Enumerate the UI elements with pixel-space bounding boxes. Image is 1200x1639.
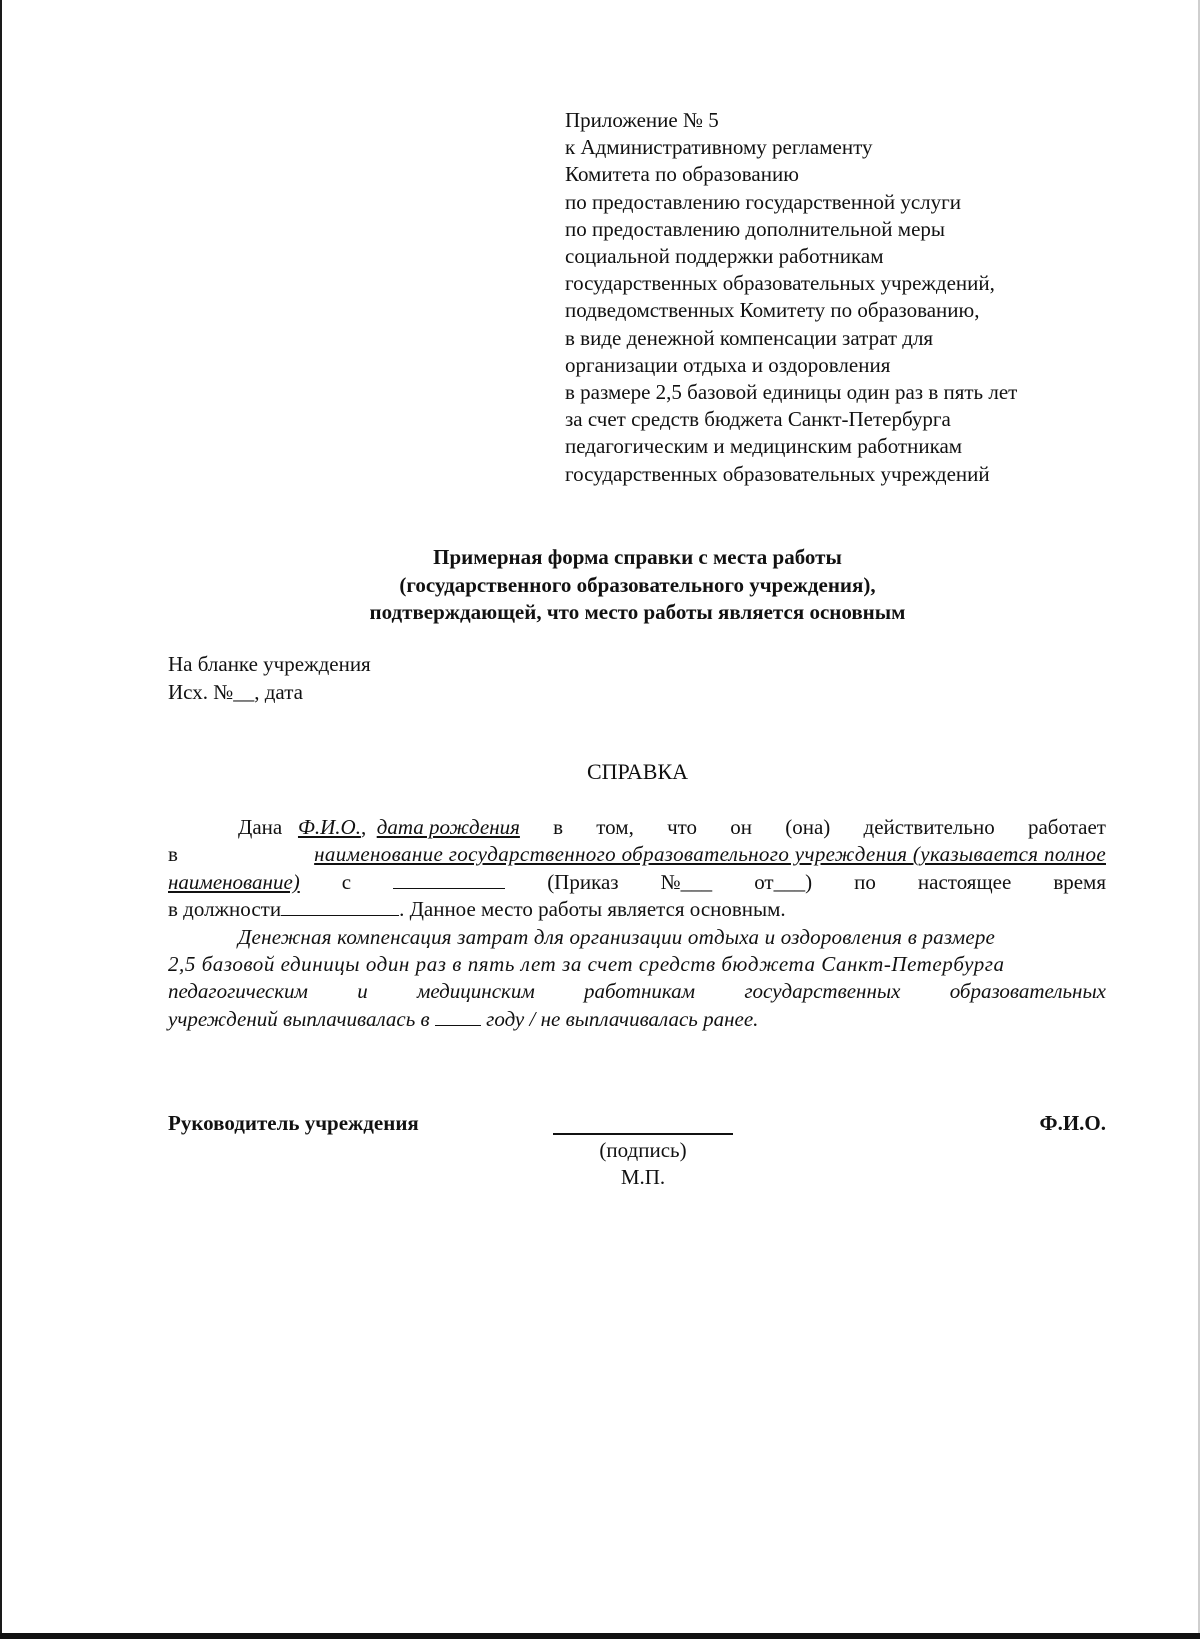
text: . Данное место работы является основным.	[399, 897, 786, 922]
text: учреждений выплачивалась в	[168, 1006, 430, 1031]
appendix-line: социальной поддержки работникам	[565, 244, 884, 269]
body-line	[168, 814, 1106, 841]
stamp-label: М.П.	[620, 1165, 666, 1189]
appendix-line: за счет средств бюджета Санкт-Петербурга	[565, 407, 951, 432]
body-line	[168, 951, 1106, 978]
comma: ,	[360, 815, 367, 839]
body-line	[168, 841, 1106, 868]
form-title-line: Примерная форма справки с места работы	[433, 545, 842, 569]
appendix-line: Комитета по образованию	[565, 162, 799, 187]
body-line	[168, 896, 1106, 923]
word: настоящее	[917, 869, 1012, 894]
start-date-blank	[393, 869, 505, 889]
word: работает	[1027, 815, 1106, 839]
text: 2,5 базовой единицы один раз в пять лет за счет средств бюджета Санкт-Петербурга	[168, 951, 1005, 976]
word: (Приказ	[547, 869, 619, 894]
certificate-body	[168, 814, 1106, 1033]
signatory-fio: Ф.И.О.	[1039, 1111, 1106, 1135]
scan-edge-bottom	[0, 1633, 1200, 1639]
appendix-line: Приложение № 5	[565, 108, 719, 132]
word: медицинским	[416, 979, 535, 1004]
word: педагогическим	[168, 979, 308, 1004]
signature-caption	[553, 1137, 733, 1191]
appendix-line: организации отдыха и оздоровления	[565, 352, 891, 377]
form-title	[170, 544, 1105, 627]
word: по	[854, 869, 876, 894]
placeholder-birth-date: дата рождения	[376, 815, 520, 839]
year-blank	[435, 1006, 481, 1026]
word: государственных	[744, 979, 901, 1004]
word: в	[553, 815, 564, 839]
outgoing-number: Исх. №__, дата	[168, 679, 303, 704]
appendix-line: по предоставлению государственной услуги	[565, 189, 961, 214]
letterhead-block	[168, 651, 371, 706]
placeholder-institution-name-end: наименование)	[168, 869, 300, 894]
appendix-line: в размере 2,5 базовой единицы один раз в пять лет	[565, 380, 1018, 405]
word: работникам	[584, 979, 696, 1004]
body-line	[168, 869, 1106, 896]
word: от___)	[754, 869, 813, 894]
word: он	[730, 815, 753, 839]
body-line	[168, 924, 1106, 951]
appendix-header	[565, 107, 1085, 488]
appendix-line: в виде денежной компенсации затрат для	[565, 325, 934, 350]
word: действительно	[863, 815, 995, 839]
head-of-institution-label: Руководитель учреждения	[168, 1111, 419, 1135]
appendix-line: государственных образовательных учреждений	[565, 461, 990, 486]
body-line-1-lead	[168, 814, 520, 841]
word: в должности	[168, 897, 282, 922]
appendix-line: педагогическим и медицинским работникам	[565, 434, 963, 459]
form-title-line: (государственного образовательного учреждения),	[399, 572, 876, 597]
word: том,	[596, 815, 634, 839]
word: что	[667, 815, 698, 839]
scan-edge-left	[0, 0, 2, 1639]
letterhead-note: На бланке учреждения	[168, 652, 371, 676]
text: Денежная компенсация затрат для организации отдыха и оздоровления в размере	[238, 924, 996, 949]
word: (она)	[785, 815, 831, 839]
word: образовательных	[949, 979, 1106, 1004]
appendix-line: к Административному регламенту	[565, 135, 873, 160]
word: с	[341, 869, 352, 894]
word: время	[1053, 869, 1106, 894]
word: в	[168, 842, 178, 867]
appendix-line: государственных образовательных учреждений,	[565, 271, 995, 296]
appendix-line: подведомственных Комитету по образованию,	[565, 298, 980, 323]
text: году / не выплачивалась ранее.	[486, 1006, 759, 1031]
body-line	[168, 978, 1106, 1005]
appendix-line: по предоставлению дополнительной меры	[565, 216, 946, 241]
word-dana: Дана	[238, 815, 283, 839]
position-blank	[281, 896, 399, 916]
signature-line	[553, 1133, 733, 1135]
placeholder-fio: Ф.И.О.	[297, 815, 361, 839]
body-line	[168, 1006, 1106, 1033]
word: и	[357, 979, 368, 1004]
document-title: СПРАВКА	[586, 759, 689, 784]
signature-label: (подпись)	[599, 1138, 687, 1162]
word: №___	[660, 869, 713, 894]
placeholder-institution-name: наименование государственного образовательного учреждения (указывается полное	[314, 842, 1106, 867]
form-title-line: подтверждающей, что место работы является основным	[369, 600, 906, 624]
